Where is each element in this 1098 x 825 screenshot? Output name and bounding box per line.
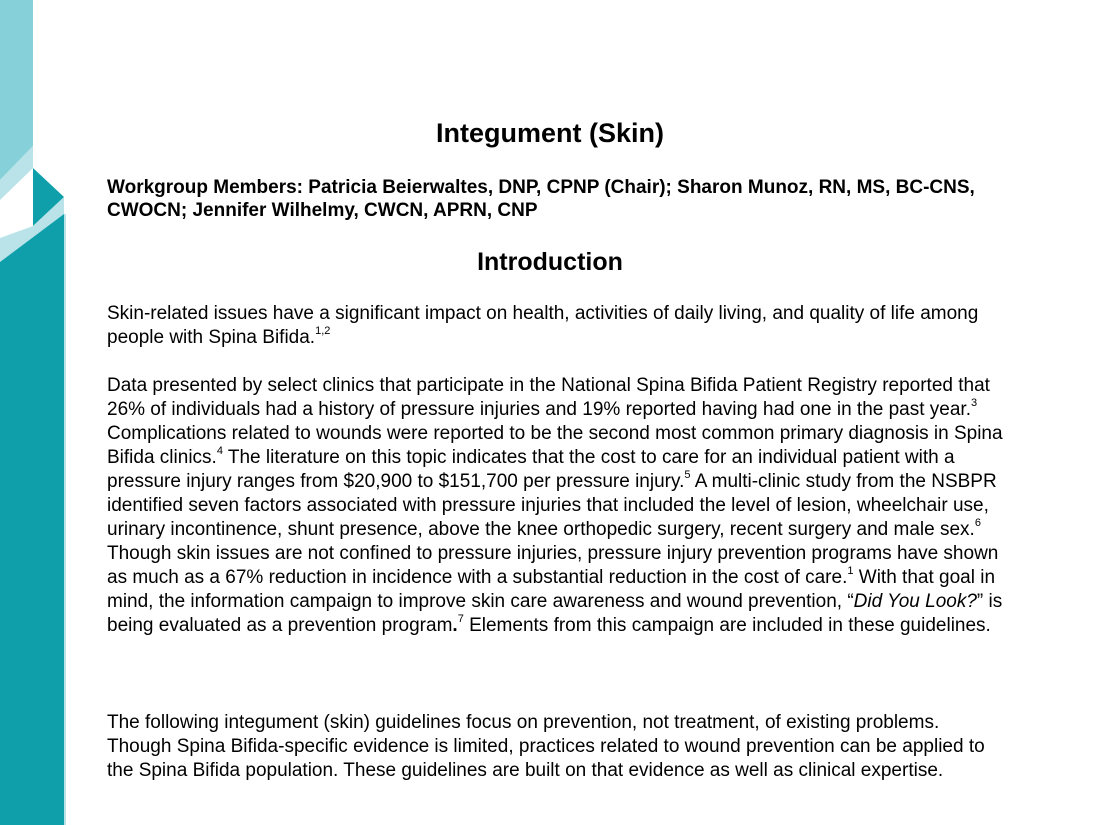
citation-ref: 4 [216, 444, 223, 457]
paragraph-text: With that goal in mind, the information campaign to improve skin care awareness and wound prevention, “ [107, 567, 996, 612]
campaign-name: Did You Look? [853, 591, 977, 612]
intro-paragraph-3: The following integument (skin) guidelines focus on prevention, not treatment, of existing problems. Though Spina Bifida-specific evidence is limited, practices related to wound prevention can be applied to the Spina Bifida population. These guidelines are built on that evidence as well as clinical expertise. [107, 712, 985, 781]
introduction-heading: Introduction [477, 248, 623, 276]
citation-ref: 7 [457, 612, 464, 625]
page-edge-line [64, 214, 66, 825]
paragraph-text: Though skin issues are not confined to pressure injuries, pressure injury prevention programs have shown as much as a 67% reduction in incidence with a substantial reduction in the cost of care. [107, 543, 999, 588]
paragraph-text: Skin-related issues have a significant impact on health, activities of daily living, and quality of life among people with Spina Bifida. [107, 303, 979, 348]
citation-ref: 3 [971, 396, 978, 409]
document-title: Integument (Skin) [436, 118, 664, 148]
bold-period: . [452, 615, 458, 636]
citation-ref: 1 [847, 564, 854, 577]
dark-teal-band [0, 214, 64, 825]
workgroup-members: Workgroup Members: Patricia Beierwaltes, DNP, CPNP (Chair); Sharon Munoz, RN, MS, BC-CNS, CWOCN; Jennifer Wilhelmy, CWCN, APRN, CNP [107, 177, 975, 221]
intro-paragraph-2 [107, 374, 1007, 638]
citation-ref: 5 [684, 468, 691, 481]
paragraph-text: A multi-clinic study from the NSBPR identified seven factors associated with pressure injuries that included the level of lesion, wheelchair use, urinary incontinence, shunt presence, above the knee orthopedic surgery, recent surgery and male sex. [107, 471, 997, 540]
intro-paragraph-1 [107, 302, 1007, 350]
paragraph-text: ” is being evaluated as a prevention program [107, 591, 1003, 636]
paragraph-text: The literature on this topic indicates that the cost to care for an individual patient with a pressure injury ranges from $20,900 to $151,700 per pressure injury. [107, 447, 955, 492]
paragraph-text: Elements from this campaign are included in these guidelines. [463, 615, 991, 636]
citation-ref: 6 [974, 516, 981, 529]
paragraph-text: Data presented by select clinics that participate in the National Spina Bifida Patient Registry reported that 26% of individuals had a history of pressure injuries and 19% reported having had one in the past year. [107, 375, 990, 420]
paragraph-text: Complications related to wounds were reported to be the second most common primary diagnosis in Spina Bifida clinics. [107, 423, 1003, 468]
citation-ref: 1,2 [315, 324, 331, 337]
